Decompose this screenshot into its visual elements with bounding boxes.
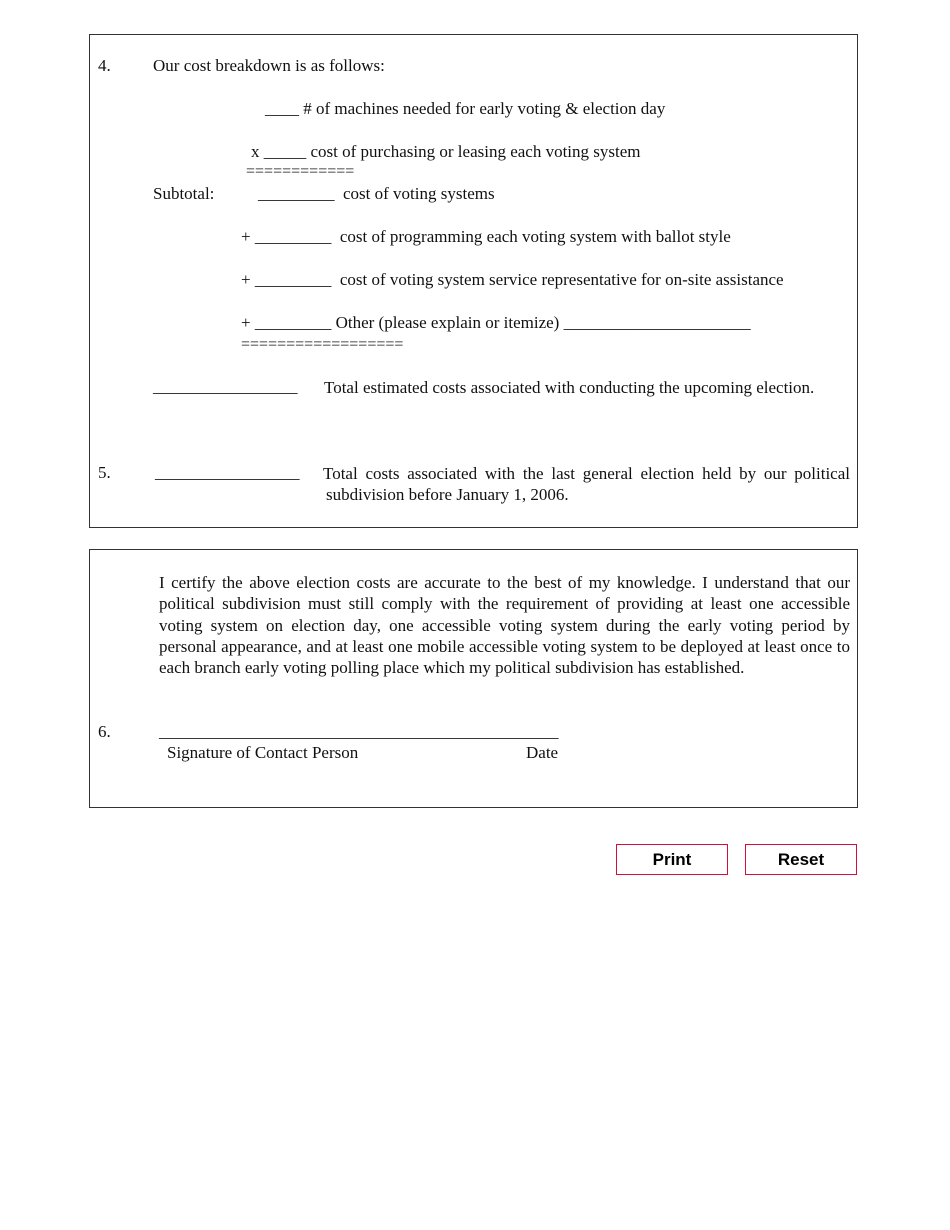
rule-line-2: ================== [241,336,404,353]
print-button[interactable]: Print [616,844,728,875]
signature-label: Signature of Contact Person [167,743,359,762]
date-label: Date [526,743,559,762]
other-cost-line[interactable]: + _________ Other (please explain or itemize) ______________________ [241,313,751,332]
reset-button[interactable]: Reset [745,844,857,875]
signature-line[interactable]: _______________________________________________ [159,722,559,741]
last-election-cost-blank[interactable]: _________________ [155,463,300,482]
subtotal-label: Subtotal: [153,184,215,203]
certification-text: I certify the above election costs are accurate to the best of my knowledge. I understand that our political subdivision must still comply with the requirement of providing at least one accessible voting system on election day, one accessible voting system during the early voting period by personal appearance, and at least one mobile accessible voting system to be deployed at least once to each branch early voting polling place which my political subdivision has established. [159,573,850,678]
machines-needed-line[interactable]: ____ # of machines needed for early voting & election day [265,99,666,118]
service-rep-cost-line[interactable]: + _________ cost of voting system service representative for on-site assistance [241,270,784,289]
cost-per-system-line[interactable]: x _____ cost of purchasing or leasing each voting system [251,142,641,161]
section-5-number: 5. [98,463,111,482]
section-6-number: 6. [98,722,111,741]
rule-line-1: ============ [246,163,355,180]
programming-cost-line[interactable]: + _________ cost of programming each voting system with ballot style [241,227,731,246]
total-estimated-text: Total estimated costs associated with conducting the upcoming election. [324,378,815,397]
total-estimated-blank[interactable]: _________________ [153,377,298,396]
last-election-cost-text: Total costs associated with the last general election held by our political subdivision before January 1, 2006. [323,464,850,505]
cost-breakdown-intro: Our cost breakdown is as follows: [153,56,385,75]
subtotal-line[interactable]: _________ cost of voting systems [258,184,495,203]
section-4-number: 4. [98,56,111,75]
